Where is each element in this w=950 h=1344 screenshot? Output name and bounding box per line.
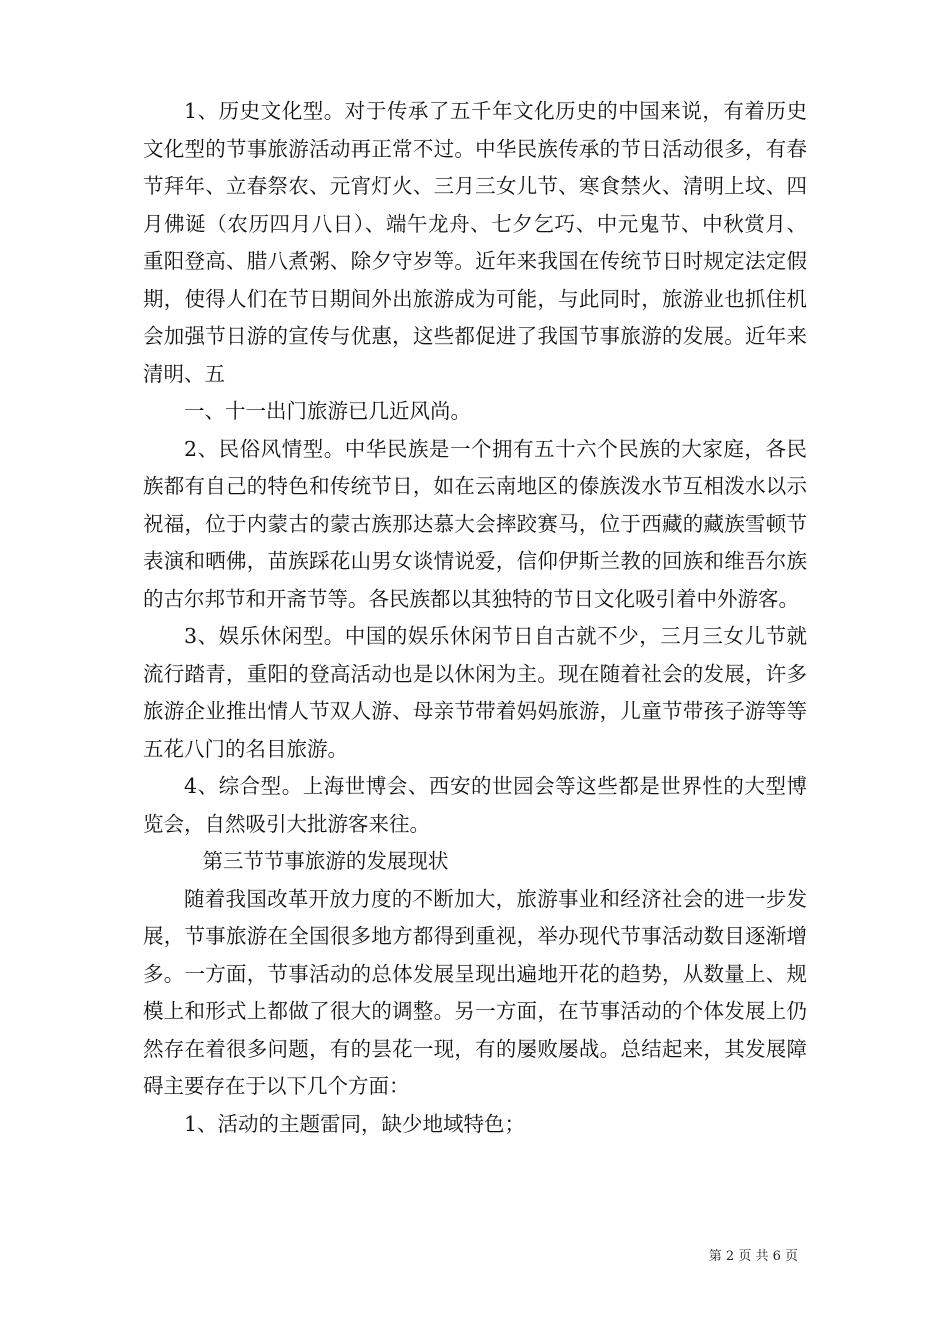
paragraph-folk-custom: 2、民俗风情型。中华民族是一个拥有五十六个民族的大家庭，各民族都有自己的特色和传统节日，如在云南地区的傣族泼水节互相泼水以示祝福，位于内蒙古的蒙古族那达慕大会摔跤赛马，位于西藏的藏族雪顿节表演和晒佛，苗族踩花山男女谈情说爱，信仰伊斯兰教的回族和维吾尔族的古尔邦节和开斋节等。各民族都以其独特的节日文化吸引着中外游客。 xyxy=(143,436,807,611)
paragraph-continuation: 一、十一出门旅游已几近风尚。 xyxy=(184,399,471,423)
paragraph-obstacle-1: 1、活动的主题雷同，缺少地域特色； xyxy=(184,1111,526,1136)
document-body xyxy=(143,93,807,1143)
paragraph-entertainment-leisure: 3、娱乐休闲型。中国的娱乐休闲节日自古就不少，三月三女儿节就流行踏青，重阳的登高活动也是以休闲为主。现在随着社会的发展，许多旅游企业推出情人节双人游、母亲节带着妈妈旅游，儿童节带孩子游等等五花八门的名目旅游。 xyxy=(143,624,807,761)
page-number: 第 2 页 共 6 页 xyxy=(708,1249,798,1264)
section-heading: 第三节节事旅游的发展现状 xyxy=(202,849,449,873)
paragraph-comprehensive: 4、综合型。上海世博会、西安的世园会等这些都是世界性的大型博览会，自然吸引大批游客来往。 xyxy=(143,774,807,836)
paragraph-development-status: 随着我国改革开放力度的不断加大，旅游事业和经济社会的进一步发展，节事旅游在全国很多地方都得到重视，举办现代节事活动数目逐渐增多。一方面，节事活动的总体发展呈现出遍地开花的趋势，从数量上、规模上和形式上都做了很大的调整。另一方面，在节事活动的个体发展上仍然存在着很多问题，有的昙花一现，有的屡败屡战。总结起来，其发展障碍主要存在于以下几个方面： xyxy=(143,886,807,1098)
paragraph-history-culture: 1、历史文化型。对于传承了五千年文化历史的中国来说，有着历史文化型的节事旅游活动再正常不过。中华民族传承的节日活动很多，有春节拜年、立春祭农、元宵灯火、三月三女儿节、寒食禁火、清明上坟、四月佛诞（农历四月八日）、端午龙舟、七夕乞巧、中元鬼节、中秋赏月、重阳登高、腊八煮粥、除夕守岁等。近年来我国在传统节日时规定法定假期，使得人们在节日期间外出旅游成为可能，与此同时，旅游业也抓住机会加强节日游的宣传与优惠，这些都促进了我国节事旅游的发展。近年来清明、五 xyxy=(143,99,807,386)
